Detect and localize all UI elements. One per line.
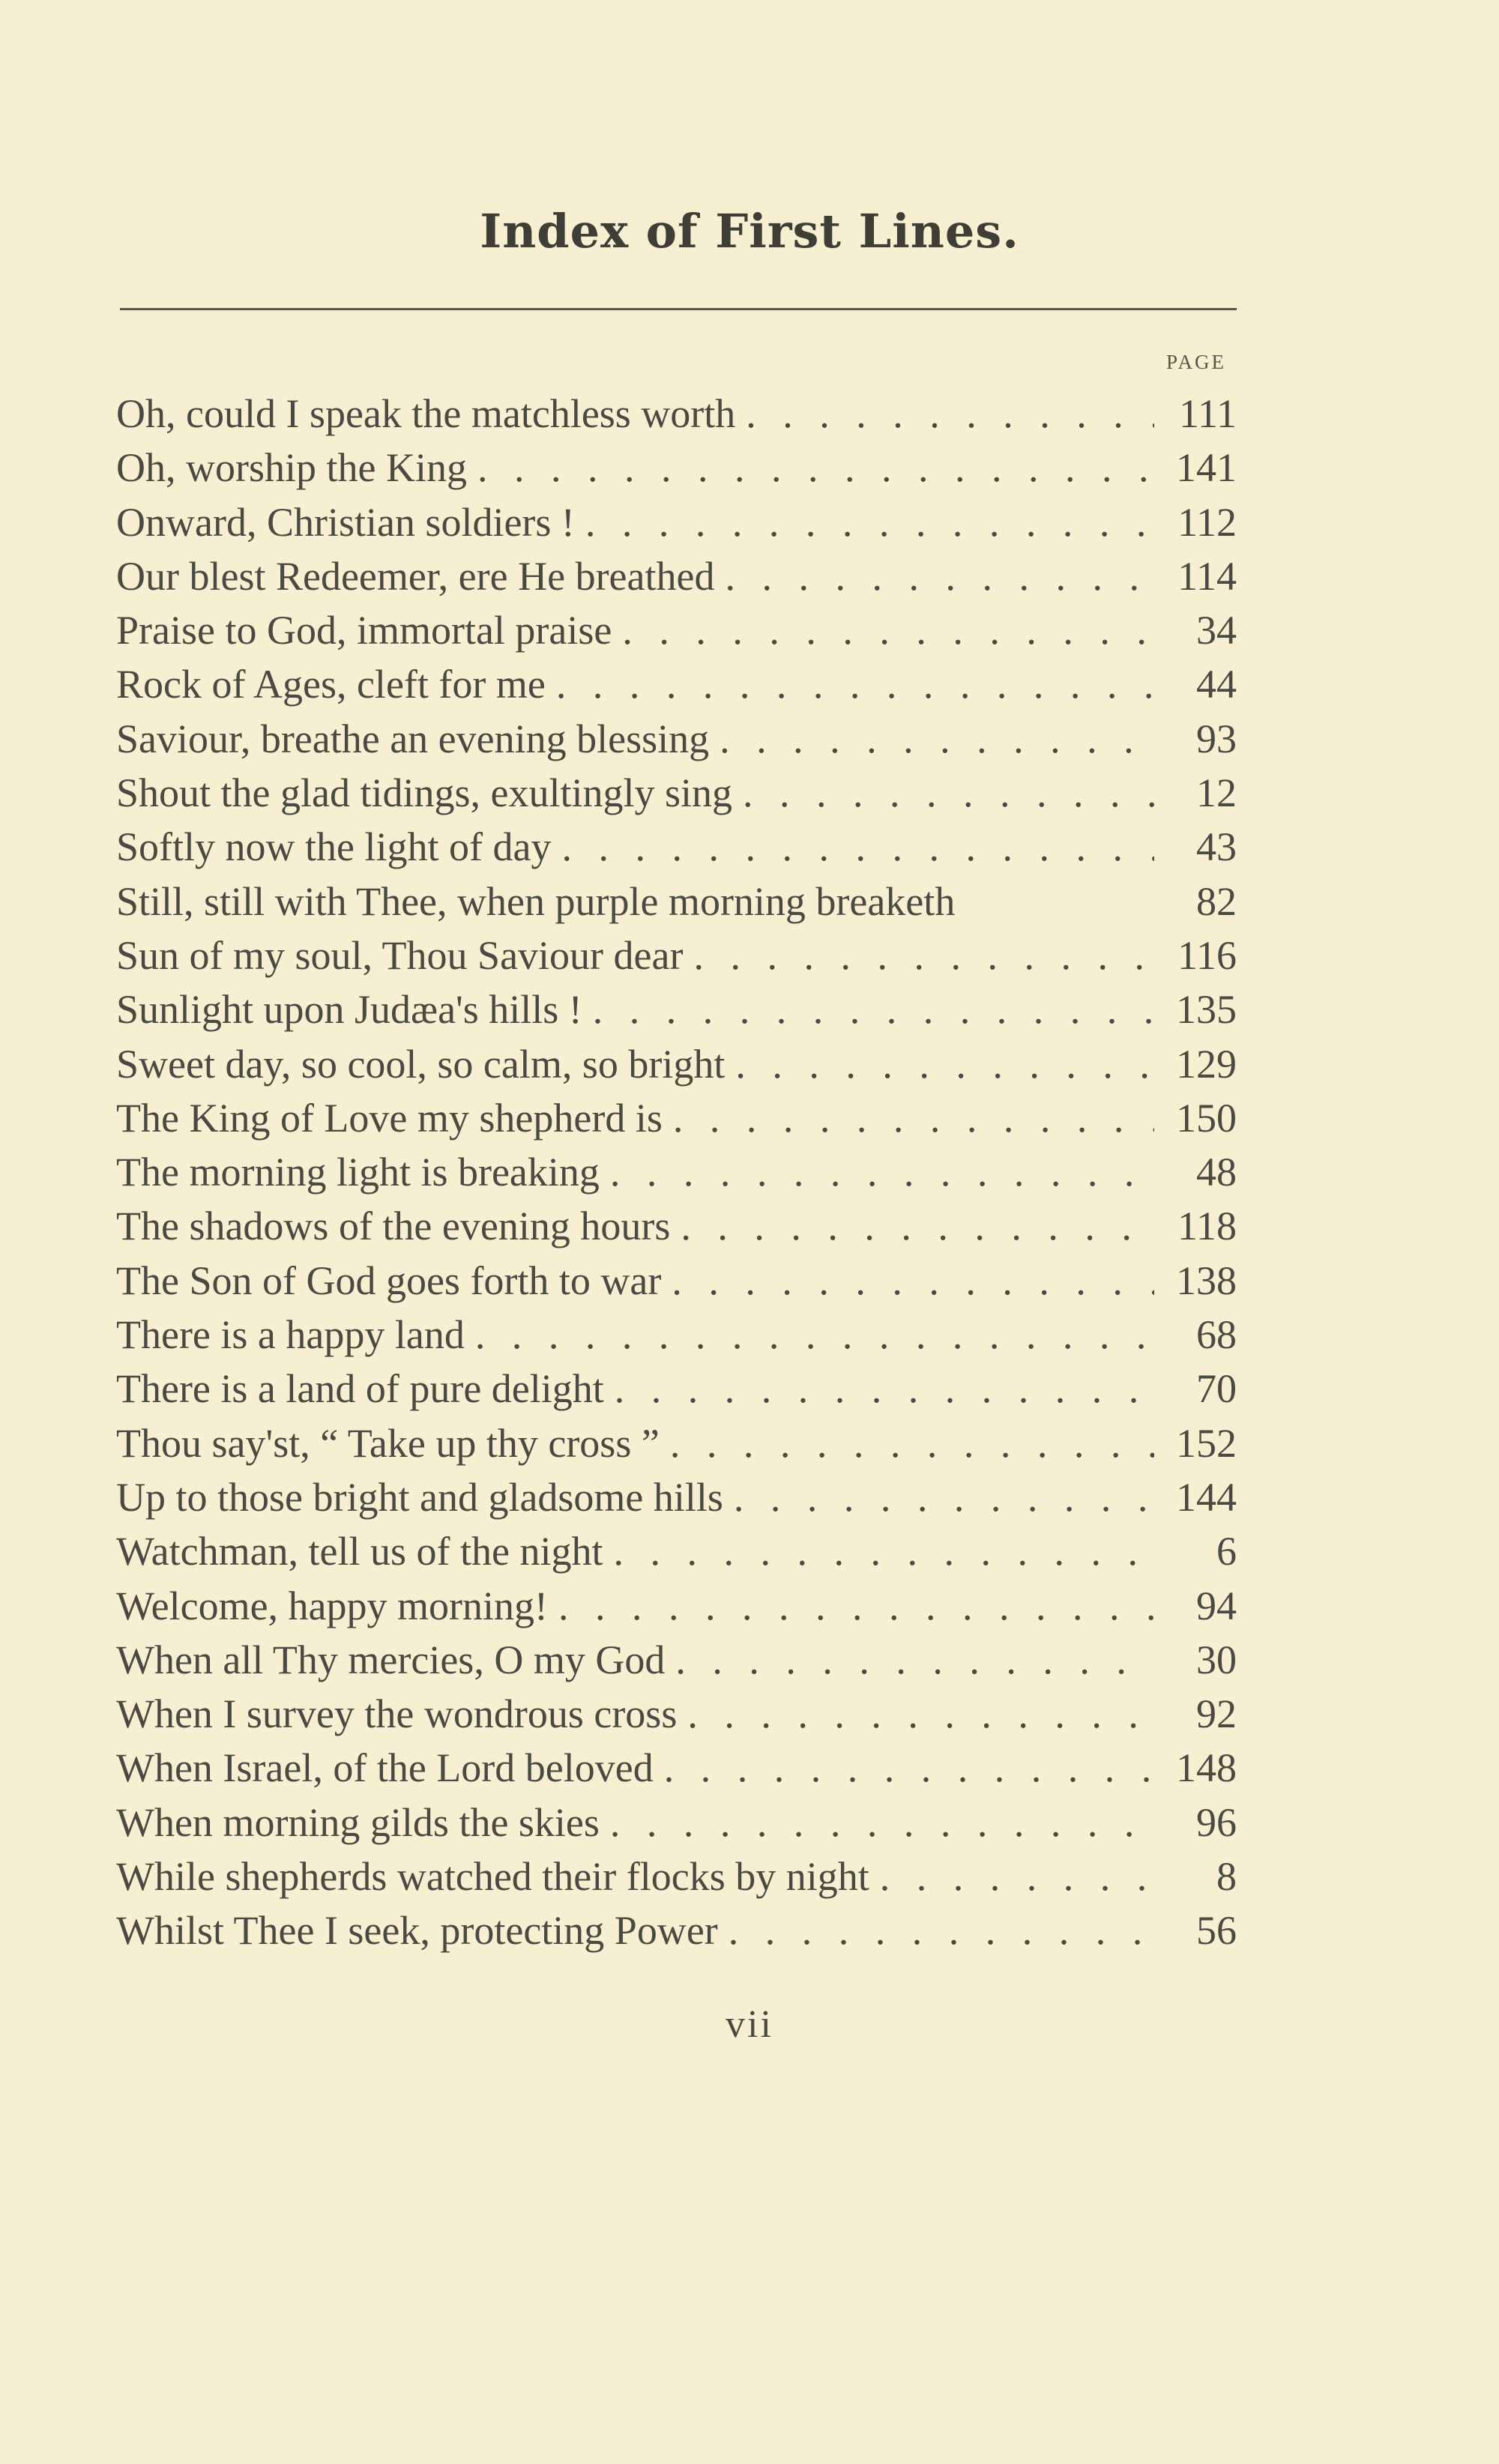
index-entry [116, 495, 1237, 549]
page-number: 8 [1216, 1854, 1237, 1900]
index-entry [116, 1362, 1237, 1416]
dot-leader [548, 1579, 1154, 1633]
first-line-text: Onward, Christian soldiers ! [116, 499, 575, 545]
first-line-text: When all Thy mercies, O my God [116, 1637, 666, 1682]
index-entry [116, 549, 1237, 603]
first-line-text: When morning gilds the skies [116, 1799, 600, 1845]
first-line-text: Up to those bright and gladsome hills [116, 1474, 723, 1520]
first-line-text: Our blest Redeemer, ere He breathed [116, 553, 715, 599]
dot-leader [732, 766, 1154, 820]
dot-leader [603, 1524, 1154, 1578]
index-entry [116, 1687, 1237, 1741]
dot-leader [725, 1037, 1154, 1091]
page-title: Index of First Lines. [480, 204, 1019, 259]
page-number: 118 [1177, 1204, 1237, 1249]
page-number: 70 [1196, 1366, 1237, 1412]
first-line-text: Sunlight upon Judæa's hills ! [116, 987, 582, 1033]
dot-leader [670, 1199, 1154, 1253]
page-number: 114 [1177, 553, 1237, 599]
page-number: 96 [1196, 1799, 1237, 1845]
dot-leader [663, 1091, 1154, 1145]
index-entry [116, 1199, 1237, 1253]
dot-leader [582, 982, 1154, 1036]
page-number: 129 [1176, 1041, 1237, 1087]
index-entry [116, 1091, 1237, 1145]
first-line-text: Oh, could I speak the matchless worth [116, 391, 736, 436]
first-line-text: While shepherds watched their flocks by night [116, 1854, 869, 1900]
page-number: 93 [1196, 716, 1237, 761]
first-line-text: There is a happy land [116, 1312, 465, 1358]
dot-leader [467, 441, 1154, 495]
page-number: 150 [1176, 1095, 1237, 1141]
first-line-text: Whilst Thee I seek, protecting Power [116, 1908, 718, 1954]
dot-leader [714, 549, 1154, 603]
dot-leader [718, 1903, 1154, 1957]
first-line-text: Rock of Ages, cleft for me [116, 662, 546, 707]
index-entry [116, 712, 1237, 766]
page-number: 30 [1196, 1637, 1237, 1682]
dot-leader [612, 603, 1154, 657]
page-column-label: PAGE [1166, 351, 1227, 373]
first-lines-list [116, 387, 1237, 1958]
page-number: 56 [1196, 1908, 1237, 1954]
first-line-text: Shout the glad tidings, exultingly sing [116, 770, 732, 816]
page-number: 144 [1176, 1474, 1237, 1520]
page-number: 148 [1176, 1745, 1237, 1791]
title-rule [120, 308, 1237, 310]
first-line-text: Oh, worship the King [116, 445, 467, 491]
index-entry [116, 1308, 1237, 1362]
page-number: 44 [1196, 662, 1237, 707]
first-line-text: There is a land of pure delight [116, 1366, 604, 1412]
page-number: 82 [1196, 878, 1237, 924]
dot-leader [869, 1849, 1154, 1903]
index-entry [116, 657, 1237, 711]
index-entry [116, 820, 1237, 874]
index-entry [116, 1145, 1237, 1199]
page-number: 111 [1179, 391, 1237, 436]
index-entry [116, 387, 1237, 441]
page-folio: vii [726, 2003, 773, 2046]
index-entry [116, 875, 1237, 928]
index-entry [116, 1849, 1237, 1903]
dot-leader [665, 1633, 1154, 1687]
dot-leader [735, 387, 1154, 441]
dot-leader [600, 1145, 1154, 1199]
first-line-text: The Son of God goes forth to war [116, 1257, 662, 1303]
page-number: 48 [1196, 1150, 1237, 1195]
page-number: 112 [1177, 499, 1237, 545]
page-number: 116 [1177, 932, 1237, 978]
dot-leader [546, 657, 1154, 711]
dot-leader [660, 1416, 1154, 1470]
dot-leader [551, 820, 1154, 874]
dot-leader [654, 1741, 1154, 1795]
index-entry [116, 1254, 1237, 1308]
index-entry [116, 1903, 1237, 1957]
dot-leader [465, 1308, 1154, 1362]
first-line-text: Praise to God, immortal praise [116, 608, 612, 653]
dot-leader [683, 928, 1154, 982]
dot-leader [677, 1687, 1154, 1741]
page-number: 34 [1196, 608, 1237, 653]
index-entry [116, 766, 1237, 820]
index-entry [116, 1037, 1237, 1091]
first-line-text: Saviour, breathe an evening blessing [116, 716, 710, 761]
first-line-text: Still, still with Thee, when purple morning breaketh [116, 878, 956, 924]
first-line-text: Softly now the light of day [116, 824, 552, 870]
first-line-text: Sweet day, so cool, so calm, so bright [116, 1041, 726, 1087]
page-number: 141 [1176, 445, 1237, 491]
index-entry [116, 982, 1237, 1036]
page-number: 92 [1196, 1691, 1237, 1737]
page-number: 152 [1176, 1420, 1237, 1466]
index-entry [116, 1741, 1237, 1795]
first-line-text: When Israel, of the Lord beloved [116, 1745, 654, 1791]
index-entry [116, 1470, 1237, 1524]
first-line-text: The morning light is breaking [116, 1150, 600, 1195]
first-line-text: Watchman, tell us of the night [116, 1529, 603, 1574]
page-number: 135 [1176, 987, 1237, 1033]
dot-leader [575, 495, 1154, 549]
page-number: 94 [1196, 1583, 1237, 1628]
index-entry [116, 1633, 1237, 1687]
index-entry [116, 1524, 1237, 1578]
first-line-text: When I survey the wondrous cross [116, 1691, 678, 1737]
page-number: 43 [1196, 824, 1237, 870]
index-entry [116, 1416, 1237, 1470]
index-entry [116, 1796, 1237, 1849]
dot-leader [709, 712, 1154, 766]
index-entry [116, 1579, 1237, 1633]
page-number: 68 [1196, 1312, 1237, 1358]
dot-leader [723, 1470, 1154, 1524]
page-number: 138 [1176, 1257, 1237, 1303]
page-number: 6 [1216, 1529, 1237, 1574]
index-entry [116, 928, 1237, 982]
first-line-text: Sun of my soul, Thou Saviour dear [116, 932, 684, 978]
dot-leader [661, 1254, 1154, 1308]
first-line-text: Welcome, happy morning! [116, 1583, 548, 1628]
index-entry [116, 441, 1237, 495]
index-entry [116, 603, 1237, 657]
first-line-text: Thou say'st, “ Take up thy cross ” [116, 1420, 660, 1466]
dot-leader [604, 1362, 1154, 1416]
page-number: 12 [1196, 770, 1237, 816]
first-line-text: The King of Love my shepherd is [116, 1095, 663, 1141]
first-line-text: The shadows of the evening hours [116, 1204, 671, 1249]
dot-leader [600, 1796, 1154, 1849]
